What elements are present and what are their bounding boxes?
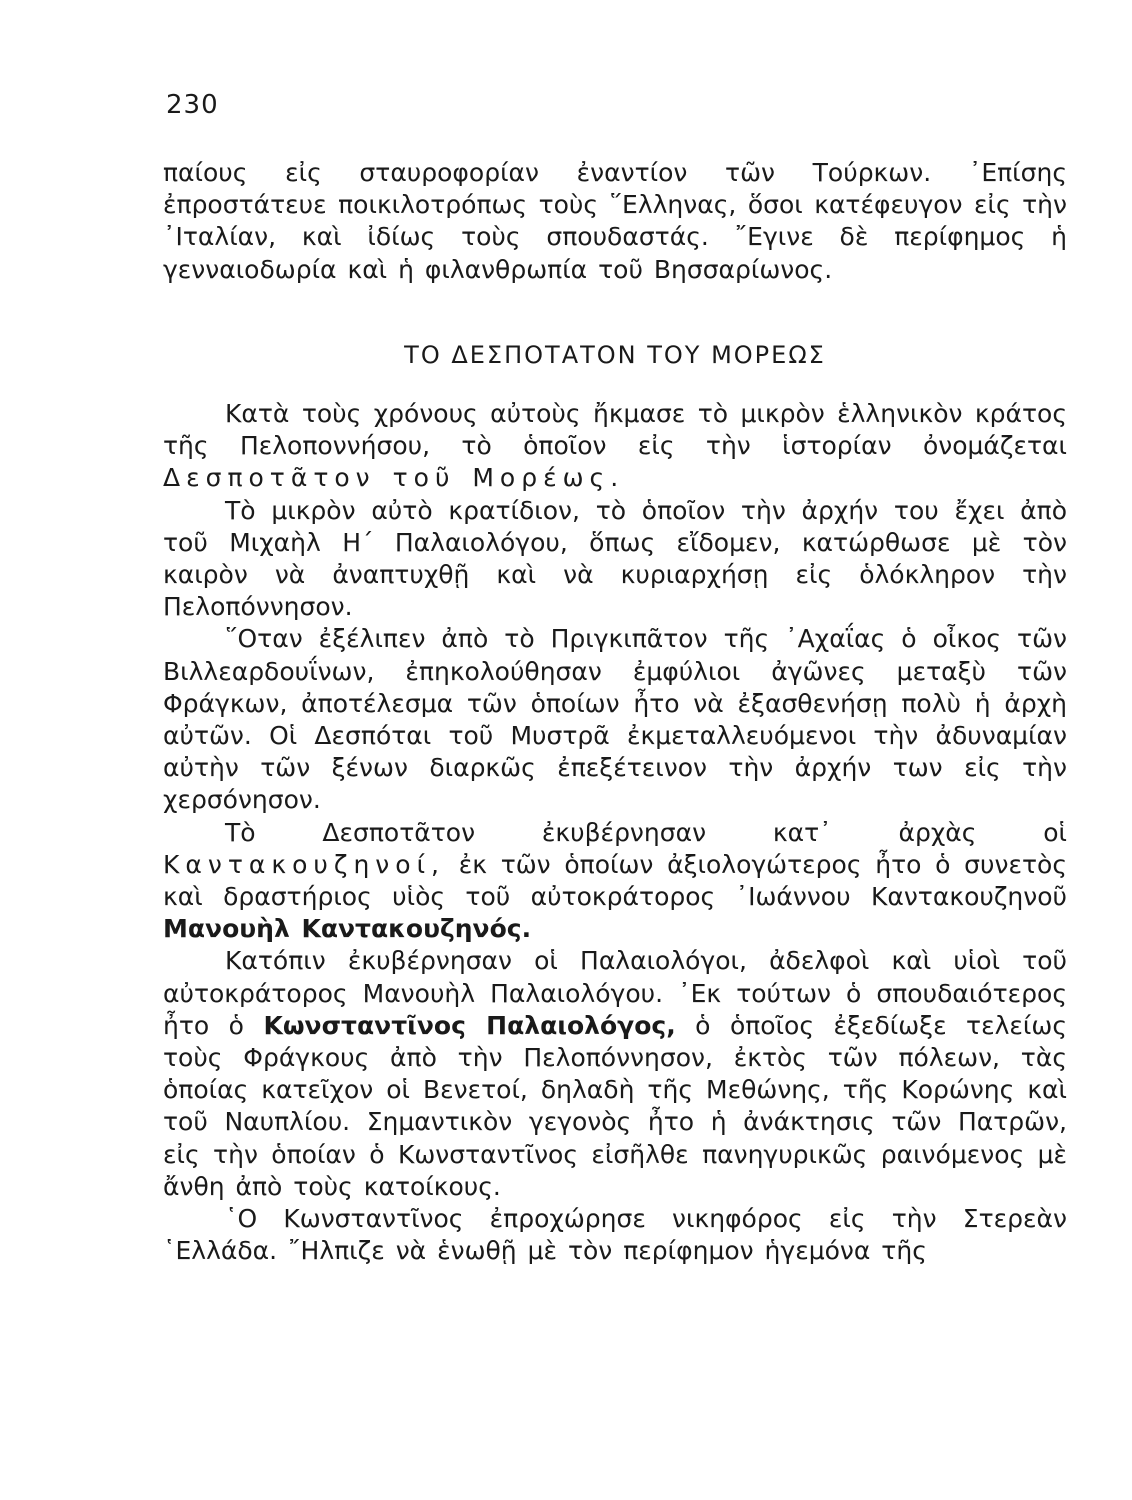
paragraph-2: Τὸ μικρὸν αὐτὸ κρατίδιον, τὸ ὁποῖον τὴν ἀρχήν του ἔχει ἀπὸ τοῦ Μιχαὴλ Η΄ Παλαιολόγου, ὅπως εἴδομεν, κατώρθωσε μὲ τὸν καιρὸν νὰ ἀναπτυχθῇ καὶ νὰ κυριαρχήσῃ εἰς ὁλόκληρον τὴν Πελοπόννησον. [163,495,1067,622]
section-heading: ΤΟ ΔΕΣΠΟΤΑΤΟΝ ΤΟΥ ΜΟΡΕΩΣ [404,341,826,369]
paragraph-6: ῾Ο Κωνσταντῖνος ἐπροχώρησε νικηφόρος εἰς τὴν Στερεὰν ῾Ελλάδα. ῎Ηλπιζε νὰ ἑνωθῇ μὲ τὸν περίφημον ἡγεμόνα τῆς [163,1204,1067,1266]
intro-paragraph: παίους εἰς σταυροφορίαν ἐναντίον τῶν Τούρκων. ᾿Επίσης ἐπροστάτευε ποικιλοτρόπως τοὺς ῞Ελληνας, ὅσοι κατέφευγον εἰς τὴν ᾿Ιταλίαν, καὶ ἰδίως τοὺς σπουδαστάς. ῎Εγινε δὲ περίφημος ἡ γενναιοδωρία καὶ ἡ φιλανθρωπία τοῦ Βησσαρίωνος. [163,158,1067,284]
paragraph-4-before: Τὸ Δεσποτᾶτον ἐκυβέρνησαν κατ᾿ ἀρχὰς οἱ [225,817,1067,847]
paragraph-1 [163,398,1067,495]
kantakouzenoi-term: Καντακουζηνοί, [163,849,445,879]
paragraph-5-before: Κατόπιν ἐκυβέρνησαν οἱ Παλαιολόγοι, ἀδελφοὶ καὶ υἱοὶ τοῦ αὐτοκράτορος Μανουὴλ Παλαιολόγου. ᾿Εκ τούτων ὁ σπουδαιότερος ἦτο ὁ [163,946,1067,1040]
konstantinos-palaiologos-name: Κωνσταντῖνος Παλαιολόγος, [263,1010,676,1040]
manuel-kantakouzenos-name: Μανουὴλ Καντακουζηνός. [163,914,532,944]
paragraph-4-middle: ἐκ τῶν ὁποίων ἀξιολογώτερος ἦτο ὁ συνετὸς καὶ δραστήριος υἱὸς τοῦ αὐτοκράτορος ᾿Ιωάννου Καντακουζηνοῦ [163,849,1067,912]
paragraph-4 [163,817,1067,946]
intro-paragraph-block [163,157,1067,286]
paragraph-3: ῞Οταν ἐξέλιπεν ἀπὸ τὸ Πριγκιπᾶτον τῆς ᾿Αχαΐας ὁ οἶκος τῶν Βιλλεαρδουΐνων, ἐπηκολούθησαν ἐμφύλιοι ἀγῶνες μεταξὺ τῶν Φράγκων, ἀποτέλεσμα τῶν ὁποίων ἦτο νὰ ἐξασθενήσῃ πολὺ ἡ ἀρχὴ αὐτῶν. Οἱ Δεσπόται τοῦ Μυστρᾶ ἐκμεταλλευόμενοι τὴν ἀδυναμίαν αὐτὴν τῶν ξένων διαρκῶς ἐπεξέτεινον τὴν ἀρχήν των εἰς τὴν χερσόνησον. [163,624,1067,815]
paragraph-1-text: Κατὰ τοὺς χρόνους αὐτοὺς ἤκμασε τὸ μικρὸν ἑλληνικὸν κράτος τῆς Πελοποννήσου, τὸ ὁποῖον εἰς τὴν ἱστορίαν ὀνομάζεται [163,399,1067,461]
paragraph-5 [163,945,1067,1203]
section-body [163,398,1067,1267]
despotate-term: Δεσποτᾶτον τοῦ Μορέως. [163,463,625,493]
page-number: 230 [166,90,219,120]
paragraph-5-after: ὁ ὁποῖος ἐξεδίωξε τελείως τοὺς Φράγκους ἀπὸ τὴν Πελοπόννησον, ἐκτὸς τῶν πόλεων, τὰς ὁποίας κατεῖχον οἱ Βενετοί, δηλαδὴ τῆς Μεθώνης, τῆς Κορώνης καὶ τοῦ Ναυπλίου. Σημαντικὸν γεγονὸς ἦτο ἡ ἀνάκτησις τῶν Πατρῶν, εἰς τὴν ὁποίαν ὁ Κωνσταντῖνος εἰσῆλθε πανηγυρικῶς ραινόμενος μὲ ἄνθη ἀπὸ τοὺς κατοίκους. [163,1010,1068,1201]
